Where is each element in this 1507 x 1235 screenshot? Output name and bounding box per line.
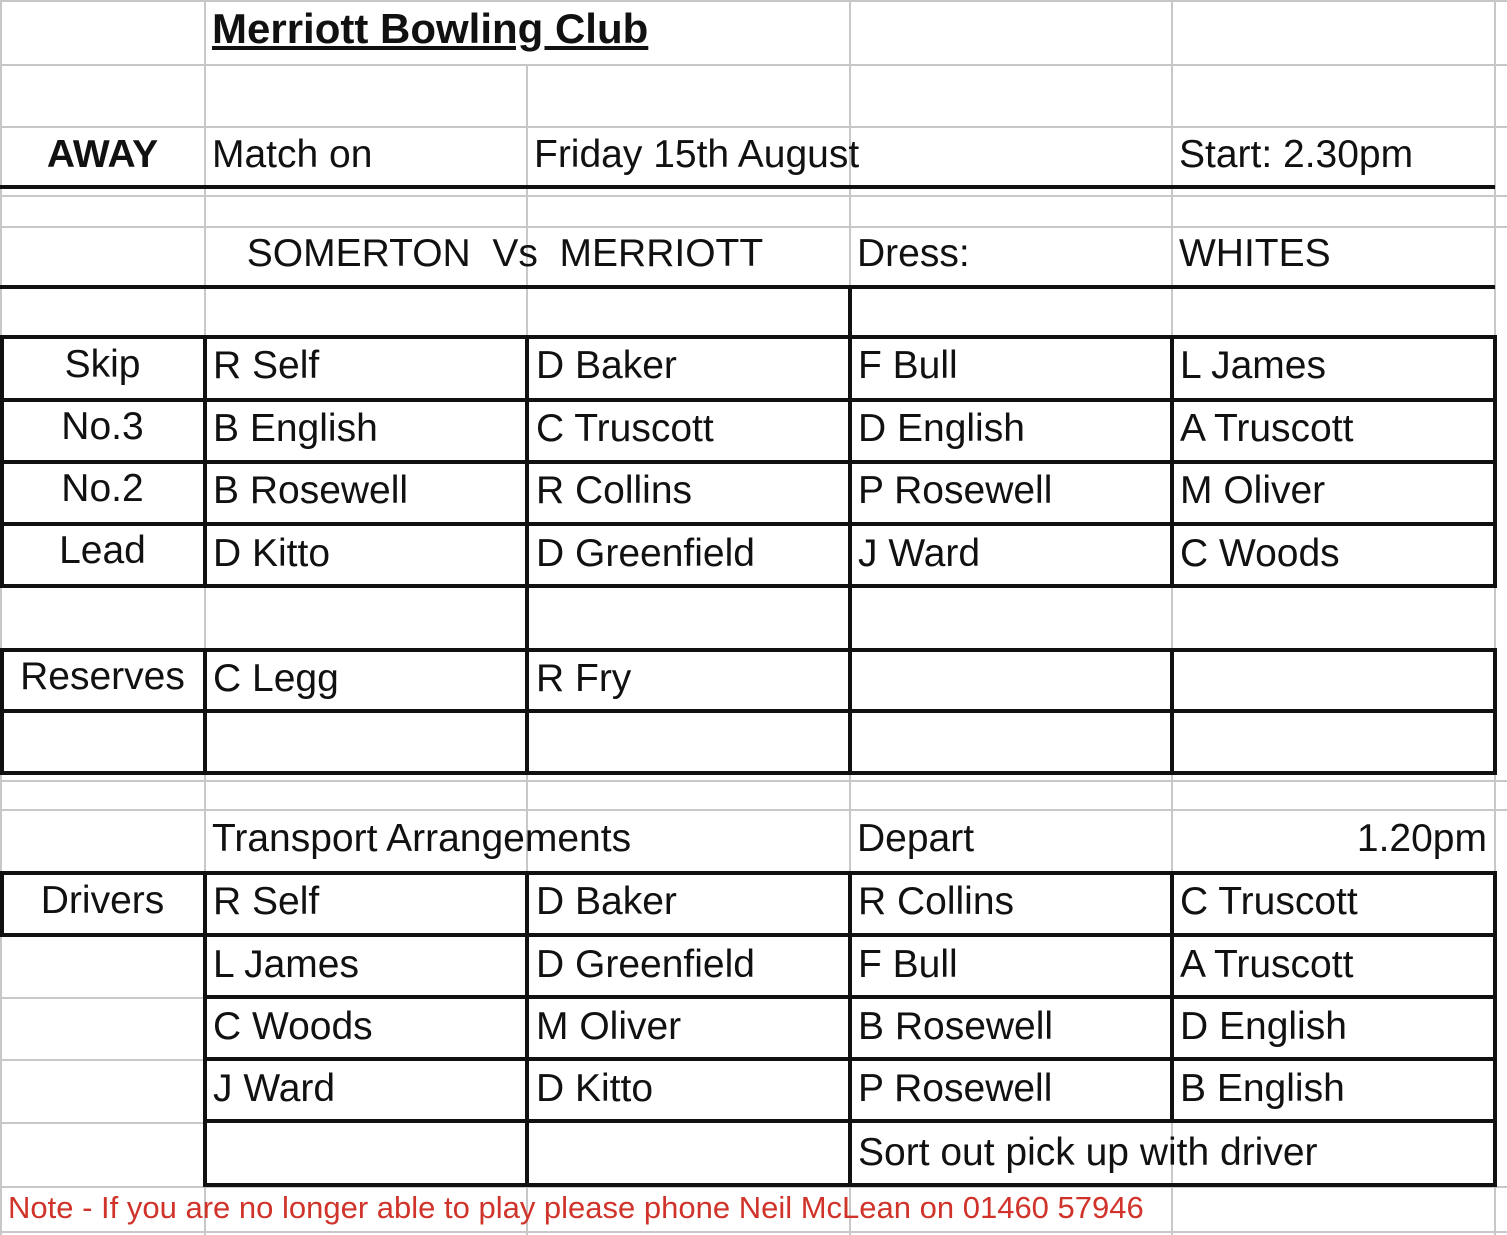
pickup-note: Sort out pick up with driver [858,1131,1318,1174]
rink-player: J Ward [858,532,981,575]
driver-name: A Truscott [1180,943,1354,986]
driver-name: D Greenfield [536,943,755,986]
driver-name: M Oliver [536,1005,682,1048]
driver-name: C Woods [213,1005,373,1048]
position-lead-label: Lead [59,529,146,572]
fixture-teams: SOMERTON Vs MERRIOTT [246,232,764,275]
contact-note: Note - If you are no longer able to play please phone Neil McLean on 01460 57946 [8,1190,1144,1225]
rink-player: D Kitto [213,532,331,575]
driver-name: F Bull [858,943,958,986]
driver-name: B English [1180,1067,1345,1110]
rink-player: B English [213,407,378,450]
driver-name: C Truscott [1180,880,1358,923]
rink-player: L James [1180,344,1326,387]
reserve-player: C Legg [213,657,339,700]
rink-player: R Self [213,344,320,387]
rink-player: F Bull [858,344,958,387]
rink-player: D English [858,407,1025,450]
venue-label: AWAY [46,133,159,176]
dress-label: Dress: [857,232,970,275]
reserves-label: Reserves [20,655,185,698]
transport-heading: Transport Arrangements [212,817,632,860]
driver-name: D Kitto [536,1067,654,1110]
depart-label: Depart [857,817,975,860]
rink-player: M Oliver [1180,469,1326,512]
club-title: Merriott Bowling Club [212,5,649,52]
rink-player: C Truscott [536,407,714,450]
rink-player: A Truscott [1180,407,1354,450]
driver-name: B Rosewell [858,1005,1054,1048]
driver-name: D Baker [536,880,677,923]
reserve-player: R Fry [536,657,632,700]
rink-player: D Baker [536,344,677,387]
match-on-label: Match on [212,133,373,176]
rink-player: C Woods [1180,532,1340,575]
position-no2-label: No.2 [61,467,144,510]
position-skip-label: Skip [64,343,141,386]
rink-player: D Greenfield [536,532,755,575]
rink-player: P Rosewell [858,469,1053,512]
position-no3-label: No.3 [61,405,144,448]
driver-name: R Self [213,880,320,923]
driver-name: D English [1180,1005,1347,1048]
rink-player: B Rosewell [213,469,409,512]
depart-time: 1.20pm [1356,817,1487,860]
dress-value: WHITES [1179,232,1331,275]
driver-name: J Ward [213,1067,336,1110]
match-date: Friday 15th August [534,133,860,176]
driver-name: P Rosewell [858,1067,1053,1110]
driver-name: L James [213,943,359,986]
rink-player: R Collins [536,469,693,512]
driver-name: R Collins [858,880,1015,923]
start-time: Start: 2.30pm [1179,133,1414,176]
drivers-label: Drivers [40,879,165,922]
